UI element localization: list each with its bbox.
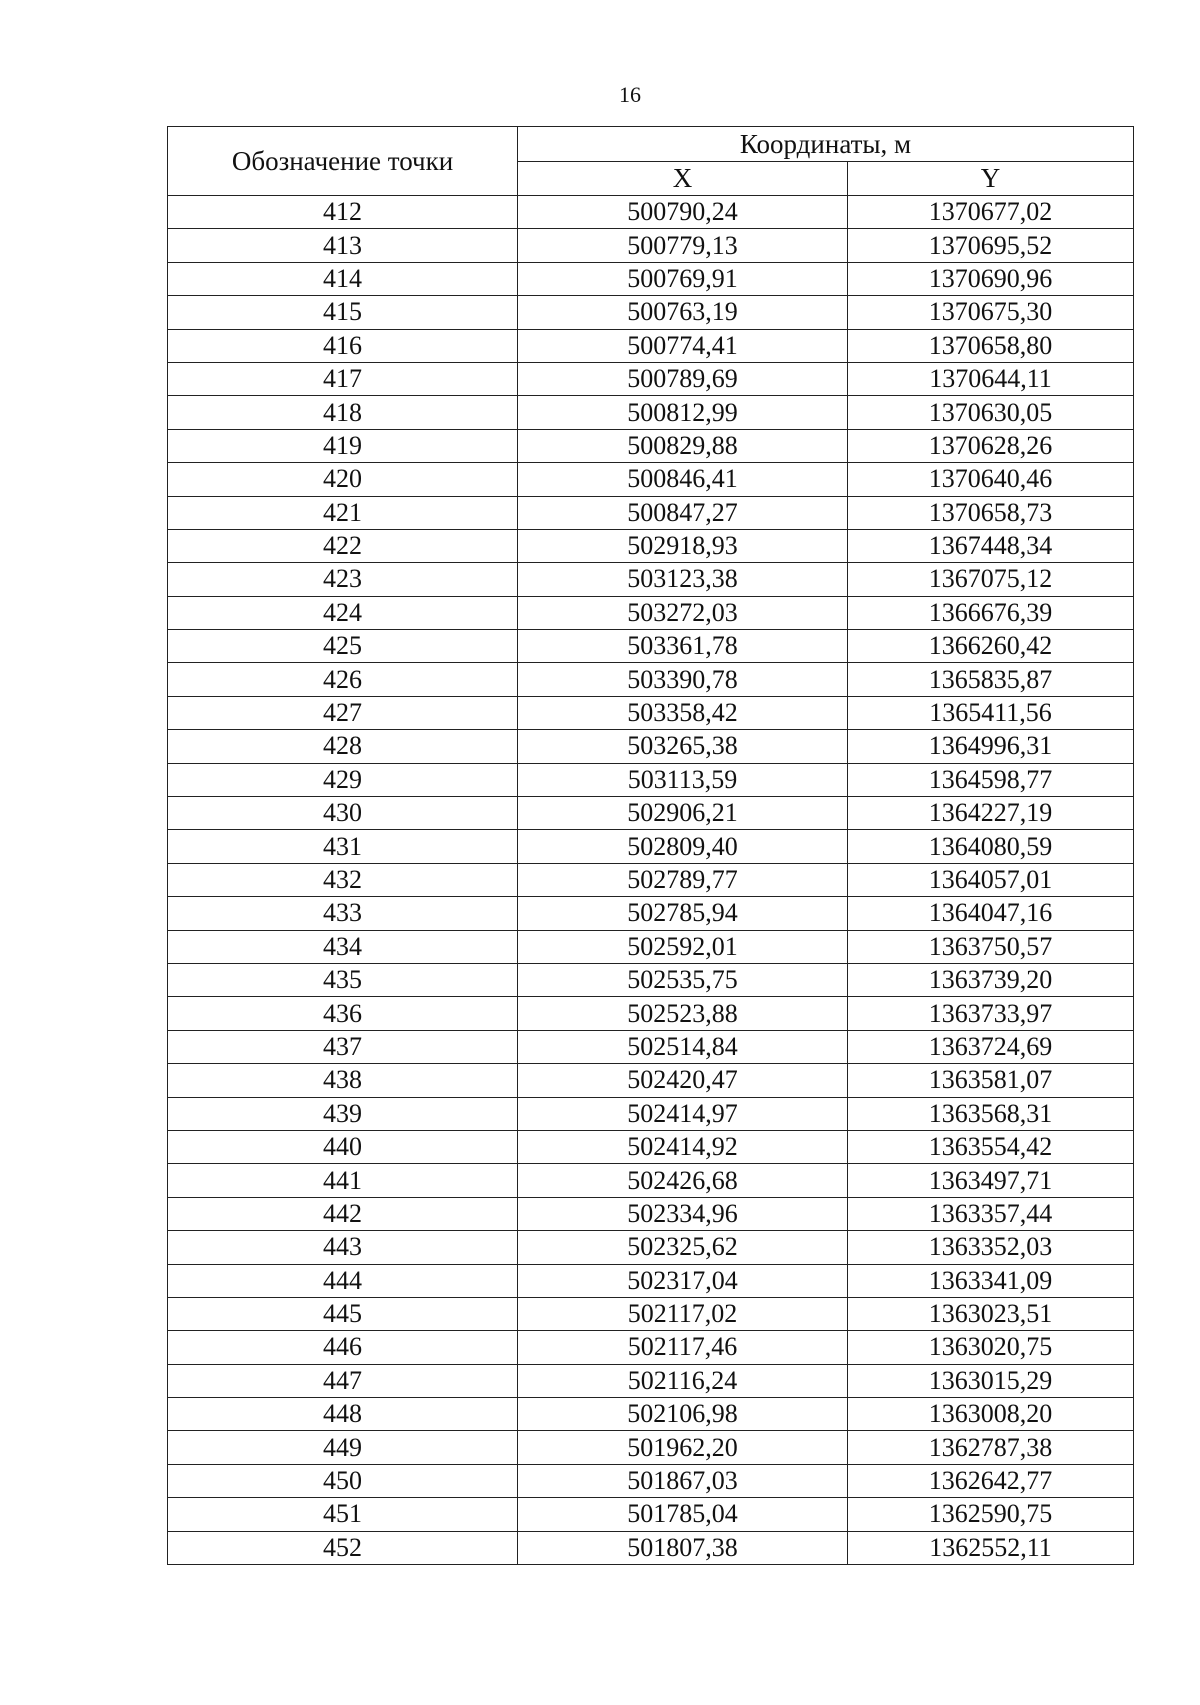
y-cell: 1370658,80 (848, 329, 1134, 362)
y-cell: 1370658,73 (848, 496, 1134, 529)
table-row (168, 429, 1134, 462)
y-cell: 1363023,51 (848, 1297, 1134, 1330)
table-row (168, 1364, 1134, 1397)
point-cell: 449 (168, 1431, 518, 1464)
point-cell: 445 (168, 1297, 518, 1330)
y-cell: 1367075,12 (848, 563, 1134, 596)
point-cell: 416 (168, 329, 518, 362)
table-row (168, 696, 1134, 729)
x-cell: 502106,98 (518, 1398, 848, 1431)
y-cell: 1363581,07 (848, 1064, 1134, 1097)
x-cell: 501867,03 (518, 1464, 848, 1497)
x-cell: 503265,38 (518, 730, 848, 763)
point-cell: 420 (168, 463, 518, 496)
table-row (168, 663, 1134, 696)
table-row (168, 1398, 1134, 1431)
x-column-header: X (518, 161, 848, 196)
y-cell: 1366676,39 (848, 596, 1134, 629)
y-cell: 1370644,11 (848, 362, 1134, 395)
y-cell: 1363739,20 (848, 963, 1134, 996)
point-cell: 437 (168, 1030, 518, 1063)
point-cell: 419 (168, 429, 518, 462)
table-row (168, 329, 1134, 362)
point-cell: 432 (168, 863, 518, 896)
point-cell: 425 (168, 630, 518, 663)
table-row (168, 1097, 1134, 1130)
y-cell: 1363357,44 (848, 1197, 1134, 1230)
x-cell: 502426,68 (518, 1164, 848, 1197)
y-cell: 1365411,56 (848, 696, 1134, 729)
point-cell: 421 (168, 496, 518, 529)
y-cell: 1363020,75 (848, 1331, 1134, 1364)
y-cell: 1367448,34 (848, 529, 1134, 562)
table-row (168, 797, 1134, 830)
table-body (168, 196, 1134, 1565)
y-cell: 1363008,20 (848, 1398, 1134, 1431)
table-row (168, 1531, 1134, 1564)
x-cell: 502116,24 (518, 1364, 848, 1397)
x-cell: 502414,97 (518, 1097, 848, 1130)
point-cell: 427 (168, 696, 518, 729)
y-cell: 1363341,09 (848, 1264, 1134, 1297)
point-cell: 442 (168, 1197, 518, 1230)
table-row (168, 930, 1134, 963)
x-cell: 501785,04 (518, 1498, 848, 1531)
y-cell: 1364227,19 (848, 797, 1134, 830)
page-number: 16 (619, 82, 641, 107)
y-cell: 1363724,69 (848, 1030, 1134, 1063)
x-cell: 502334,96 (518, 1197, 848, 1230)
table-row (168, 863, 1134, 896)
point-cell: 450 (168, 1464, 518, 1497)
x-cell: 502117,02 (518, 1297, 848, 1330)
y-cell: 1370630,05 (848, 396, 1134, 429)
x-cell: 502789,77 (518, 863, 848, 896)
table-row (168, 1464, 1134, 1497)
y-cell: 1364598,77 (848, 763, 1134, 796)
point-cell: 443 (168, 1231, 518, 1264)
table-row (168, 897, 1134, 930)
point-cell: 430 (168, 797, 518, 830)
table-row (168, 1064, 1134, 1097)
point-cell: 418 (168, 396, 518, 429)
table-row (168, 1297, 1134, 1330)
y-cell: 1370690,96 (848, 262, 1134, 295)
table-row (168, 1431, 1134, 1464)
x-cell: 502535,75 (518, 963, 848, 996)
x-cell: 502523,88 (518, 997, 848, 1030)
x-cell: 502514,84 (518, 1030, 848, 1063)
y-cell: 1366260,42 (848, 630, 1134, 663)
table-row (168, 730, 1134, 763)
y-cell: 1363015,29 (848, 1364, 1134, 1397)
x-cell: 500847,27 (518, 496, 848, 529)
x-cell: 502117,46 (518, 1331, 848, 1364)
coordinates-table (167, 126, 1134, 1565)
x-cell: 502325,62 (518, 1231, 848, 1264)
y-cell: 1363568,31 (848, 1097, 1134, 1130)
point-cell: 428 (168, 730, 518, 763)
x-cell: 503272,03 (518, 596, 848, 629)
table-row (168, 463, 1134, 496)
point-cell: 441 (168, 1164, 518, 1197)
point-cell: 440 (168, 1130, 518, 1163)
x-cell: 502906,21 (518, 797, 848, 830)
point-cell: 414 (168, 262, 518, 295)
y-cell: 1363750,57 (848, 930, 1134, 963)
table-row (168, 563, 1134, 596)
y-cell: 1363352,03 (848, 1231, 1134, 1264)
point-cell: 451 (168, 1498, 518, 1531)
table-row (168, 1498, 1134, 1531)
x-cell: 503113,59 (518, 763, 848, 796)
table-row (168, 763, 1134, 796)
table-row (168, 1331, 1134, 1364)
x-cell: 500774,41 (518, 329, 848, 362)
y-cell: 1364047,16 (848, 897, 1134, 930)
y-cell: 1370677,02 (848, 196, 1134, 229)
coordinates-header: Координаты, м (518, 127, 1134, 162)
x-cell: 503358,42 (518, 696, 848, 729)
x-cell: 503390,78 (518, 663, 848, 696)
x-cell: 501807,38 (518, 1531, 848, 1564)
y-cell: 1362552,11 (848, 1531, 1134, 1564)
table-row (168, 262, 1134, 295)
x-cell: 502592,01 (518, 930, 848, 963)
point-cell: 439 (168, 1097, 518, 1130)
point-cell: 422 (168, 529, 518, 562)
table-header (168, 127, 1134, 196)
table-row (168, 1164, 1134, 1197)
point-cell: 415 (168, 296, 518, 329)
x-cell: 503123,38 (518, 563, 848, 596)
table-row (168, 529, 1134, 562)
x-cell: 500769,91 (518, 262, 848, 295)
point-cell: 444 (168, 1264, 518, 1297)
point-cell: 436 (168, 997, 518, 1030)
table-row (168, 396, 1134, 429)
x-cell: 502785,94 (518, 897, 848, 930)
x-cell: 502317,04 (518, 1264, 848, 1297)
point-cell: 435 (168, 963, 518, 996)
x-cell: 503361,78 (518, 630, 848, 663)
x-cell: 501962,20 (518, 1431, 848, 1464)
y-cell: 1363733,97 (848, 997, 1134, 1030)
table-row (168, 1231, 1134, 1264)
point-cell: 434 (168, 930, 518, 963)
table-row (168, 630, 1134, 663)
table-row (168, 830, 1134, 863)
y-cell: 1364080,59 (848, 830, 1134, 863)
point-cell: 423 (168, 563, 518, 596)
x-cell: 500846,41 (518, 463, 848, 496)
y-cell: 1364996,31 (848, 730, 1134, 763)
x-cell: 502918,93 (518, 529, 848, 562)
x-cell: 500790,24 (518, 196, 848, 229)
point-cell: 431 (168, 830, 518, 863)
x-cell: 502414,92 (518, 1130, 848, 1163)
point-cell: 433 (168, 897, 518, 930)
point-cell: 424 (168, 596, 518, 629)
y-cell: 1363497,71 (848, 1164, 1134, 1197)
x-cell: 502809,40 (518, 830, 848, 863)
y-cell: 1370628,26 (848, 429, 1134, 462)
table-row (168, 1264, 1134, 1297)
y-cell: 1365835,87 (848, 663, 1134, 696)
x-cell: 500779,13 (518, 229, 848, 262)
point-cell: 417 (168, 362, 518, 395)
y-cell: 1362590,75 (848, 1498, 1134, 1531)
table-row (168, 1130, 1134, 1163)
point-cell: 438 (168, 1064, 518, 1097)
point-cell: 426 (168, 663, 518, 696)
point-cell: 452 (168, 1531, 518, 1564)
y-cell: 1370675,30 (848, 296, 1134, 329)
x-cell: 500812,99 (518, 396, 848, 429)
point-cell: 429 (168, 763, 518, 796)
table-row (168, 296, 1134, 329)
point-cell: 413 (168, 229, 518, 262)
point-cell: 412 (168, 196, 518, 229)
table-row (168, 362, 1134, 395)
x-cell: 502420,47 (518, 1064, 848, 1097)
y-column-header: Y (848, 161, 1134, 196)
x-cell: 500763,19 (518, 296, 848, 329)
table-row (168, 997, 1134, 1030)
x-cell: 500829,88 (518, 429, 848, 462)
y-cell: 1362642,77 (848, 1464, 1134, 1497)
point-cell: 448 (168, 1398, 518, 1431)
table-row (168, 963, 1134, 996)
table-row (168, 229, 1134, 262)
point-cell: 447 (168, 1364, 518, 1397)
table-row (168, 196, 1134, 229)
table-row (168, 1030, 1134, 1063)
y-cell: 1364057,01 (848, 863, 1134, 896)
x-cell: 500789,69 (518, 362, 848, 395)
point-designation-header: Обозначение точки (168, 127, 518, 196)
table-row (168, 596, 1134, 629)
point-cell: 446 (168, 1331, 518, 1364)
y-cell: 1370640,46 (848, 463, 1134, 496)
table-row (168, 496, 1134, 529)
y-cell: 1370695,52 (848, 229, 1134, 262)
y-cell: 1362787,38 (848, 1431, 1134, 1464)
table-row (168, 1197, 1134, 1230)
y-cell: 1363554,42 (848, 1130, 1134, 1163)
